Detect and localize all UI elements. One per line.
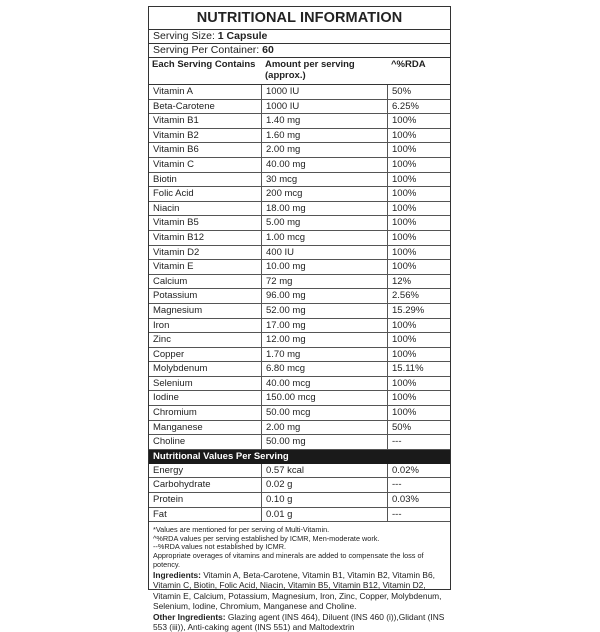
table-row <box>149 246 450 261</box>
nutrient-rda: 100% <box>392 377 417 389</box>
nutrient-name: Magnesium <box>149 304 262 318</box>
nutrient-amount: 17.00 mg <box>262 319 388 333</box>
table-row <box>149 85 450 100</box>
nutrient-name: Fat <box>149 508 262 522</box>
nutrient-amount: 1.70 mg <box>262 348 388 362</box>
nutrient-name: Chromium <box>149 406 262 420</box>
other-ingredients-label: Other Ingredients: <box>153 612 226 622</box>
nutrient-amount: 2.00 mg <box>262 421 388 435</box>
nutrient-amount: 5.00 mg <box>262 216 388 230</box>
nutrient-name: Biotin <box>149 173 262 187</box>
nutrient-name: Beta-Carotene <box>149 100 262 114</box>
table-row <box>149 362 450 377</box>
table-row <box>149 304 450 319</box>
nutrient-amount: 50.00 mcg <box>262 406 388 420</box>
nutrient-name: Carbohydrate <box>149 478 262 492</box>
nutrient-name: Vitamin B12 <box>149 231 262 245</box>
footnotes <box>149 522 450 569</box>
values-band: Nutritional Values Per Serving <box>149 450 450 464</box>
nutrient-rda: 15.29% <box>392 304 425 316</box>
other-ingredients-text: Glazing agent (INS 464), Diluent (INS 460 (i)),Glidant (INS 553 (iii)), Anti-caking agent (INS 551) and Maltodextrin <box>153 612 445 632</box>
nutrient-rda: 50% <box>392 86 412 97</box>
nutrient-name: Niacin <box>149 202 262 216</box>
table-row <box>149 216 450 231</box>
nutrient-amount: 96.00 mg <box>262 289 388 303</box>
nutrient-rda: 2.56% <box>392 290 419 302</box>
nutrient-name: Vitamin C <box>149 158 262 172</box>
table-row <box>149 143 450 158</box>
nutrient-amount: 40.00 mcg <box>262 377 388 391</box>
nutrient-rda: --- <box>392 508 402 520</box>
nutrient-amount: 0.57 kcal <box>262 464 388 478</box>
nutrient-name: Vitamin B1 <box>149 114 262 128</box>
table-row <box>149 260 450 275</box>
nutrient-rda: 100% <box>392 202 417 214</box>
footnote: Appropriate overages of vitamins and minerals are added to compensate the loss of potency. <box>153 551 424 569</box>
nutrient-name: Vitamin B6 <box>149 143 262 157</box>
nutrient-amount: 2.00 mg <box>262 143 388 157</box>
nutrient-amount: 200 mcg <box>262 187 388 201</box>
nutrient-name: Vitamin D2 <box>149 246 262 260</box>
table-row <box>149 187 450 202</box>
nutrient-rda: 0.02% <box>392 464 419 476</box>
nutrient-amount: 6.80 mcg <box>262 362 388 376</box>
table-row <box>149 348 450 363</box>
nutrient-name: Vitamin B2 <box>149 129 262 143</box>
nutrient-name: Molybdenum <box>149 362 262 376</box>
nutrient-name: Zinc <box>149 333 262 347</box>
nutrient-name: Energy <box>149 464 262 478</box>
serving-per-container-value: 60 <box>262 44 274 56</box>
table-row <box>149 493 450 508</box>
nutrient-amount: 1000 IU <box>262 100 388 114</box>
nutrient-amount: 52.00 mg <box>262 304 388 318</box>
table-row <box>149 508 450 523</box>
nutrition-label <box>148 6 451 632</box>
nutrient-amount: 150.00 mcg <box>262 391 388 405</box>
nutrient-rda: 100% <box>392 217 417 229</box>
nutrient-rda: --- <box>392 479 402 491</box>
nutrient-name: Potassium <box>149 289 262 303</box>
header-contains: Each Serving Contains <box>152 59 256 70</box>
nutrient-amount: 0.01 g <box>262 508 388 522</box>
header-amount: Amount per serving (approx.) <box>265 59 355 81</box>
nutrient-rda: 100% <box>392 319 417 331</box>
nutrient-rda: 100% <box>392 115 417 127</box>
table-row <box>149 319 450 334</box>
nutrient-name: Selenium <box>149 377 262 391</box>
nutrient-amount: 1.40 mg <box>262 114 388 128</box>
table-row <box>149 202 450 217</box>
nutrient-rda: 0.03% <box>392 494 419 506</box>
nutrient-amount: 1000 IU <box>262 85 388 99</box>
nutrient-amount: 40.00 mg <box>262 158 388 172</box>
ingredients-text: Vitamin A, Beta-Carotene, Vitamin B1, Vitamin B2, Vitamin B6, Vitamin C, Biotin, Folic Acid, Niacin, Vitamin B5, Vitamin B12, Vitamin D2, Vitamin E, Calcium, Potassium, Magnesium, Iron, Zinc, Copper, Molybdenum, Selenium, Iodine, Chromium, Manganese and Choline. <box>153 570 442 611</box>
serving-size-label: Serving Size: <box>153 30 215 42</box>
table-row <box>149 377 450 392</box>
table-row <box>149 406 450 421</box>
serving-size <box>149 30 450 44</box>
footnote: --%RDA values not established by ICMR. <box>153 542 287 552</box>
table-row <box>149 435 450 450</box>
table-row <box>149 173 450 188</box>
nutrient-name: Iron <box>149 319 262 333</box>
nutrient-amount: 50.00 mg <box>262 435 388 449</box>
nutrient-table <box>149 85 450 450</box>
nutrient-rda: --- <box>392 436 402 448</box>
nutrient-amount: 72 mg <box>262 275 388 289</box>
table-row <box>149 421 450 436</box>
nutrient-rda: 100% <box>392 173 417 185</box>
values-table <box>149 464 450 522</box>
table-row <box>149 289 450 304</box>
nutrient-name: Vitamin A <box>149 85 262 99</box>
table-row <box>149 333 450 348</box>
nutrient-name: Iodine <box>149 391 262 405</box>
table-row <box>149 231 450 246</box>
nutrient-rda: 50% <box>392 421 412 433</box>
nutrient-rda: 100% <box>392 261 417 273</box>
nutrient-name: Protein <box>149 493 262 507</box>
nutrient-amount: 1.00 mcg <box>262 231 388 245</box>
table-row <box>149 478 450 493</box>
nutrient-name: Choline <box>149 435 262 449</box>
nutrient-amount: 30 mcg <box>262 173 388 187</box>
nutrient-rda: 100% <box>392 188 417 200</box>
nutrient-amount: 10.00 mg <box>262 260 388 274</box>
table-row <box>149 129 450 144</box>
nutrient-rda: 100% <box>392 407 417 419</box>
table-row <box>149 391 450 406</box>
nutrient-rda: 100% <box>392 129 417 141</box>
nutrient-name: Vitamin E <box>149 260 262 274</box>
nutrient-amount: 0.10 g <box>262 493 388 507</box>
nutrient-amount: 12.00 mg <box>262 333 388 347</box>
serving-size-value: 1 Capsule <box>217 30 268 42</box>
nutrient-rda: 100% <box>392 246 417 258</box>
table-header <box>149 58 450 85</box>
serving-per-container-label: Serving Per Container: <box>153 44 260 56</box>
nutrient-amount: 400 IU <box>262 246 388 260</box>
nutrient-rda: 100% <box>392 231 417 243</box>
table-row <box>149 275 450 290</box>
table-row <box>149 158 450 173</box>
nutrient-name: Vitamin B5 <box>149 216 262 230</box>
table-row <box>149 100 450 115</box>
label-title: NUTRITIONAL INFORMATION <box>149 7 450 30</box>
nutrient-amount: 1.60 mg <box>262 129 388 143</box>
footnote: ^%RDA values per serving established by ICMR, Men-moderate work. <box>153 533 380 543</box>
nutrient-name: Manganese <box>149 421 262 435</box>
ingredients-label: Ingredients: <box>153 570 201 581</box>
nutrient-amount: 18.00 mg <box>262 202 388 216</box>
ingredients <box>149 569 450 611</box>
nutrient-amount: 0.02 g <box>262 478 388 492</box>
nutrient-name: Copper <box>149 348 262 362</box>
nutrient-rda: 100% <box>392 144 417 156</box>
footnote: *Values are mentioned for per serving of Multi-Vitamin. <box>153 525 330 535</box>
other-ingredients <box>149 611 450 632</box>
nutrient-rda: 15.11% <box>392 363 424 375</box>
nutrient-rda: 100% <box>392 348 417 360</box>
table-row <box>149 114 450 129</box>
nutrient-name: Calcium <box>149 275 262 289</box>
nutrient-rda: 100% <box>392 158 417 170</box>
nutrient-rda: 6.25% <box>392 100 419 112</box>
nutrient-rda: 12% <box>392 275 412 287</box>
nutrient-rda: 100% <box>392 334 417 346</box>
table-row <box>149 464 450 479</box>
serving-per-container <box>149 44 450 58</box>
nutrient-rda: 100% <box>392 392 417 404</box>
header-rda: ^%RDA <box>391 59 426 70</box>
nutrient-name: Folic Acid <box>149 187 262 201</box>
